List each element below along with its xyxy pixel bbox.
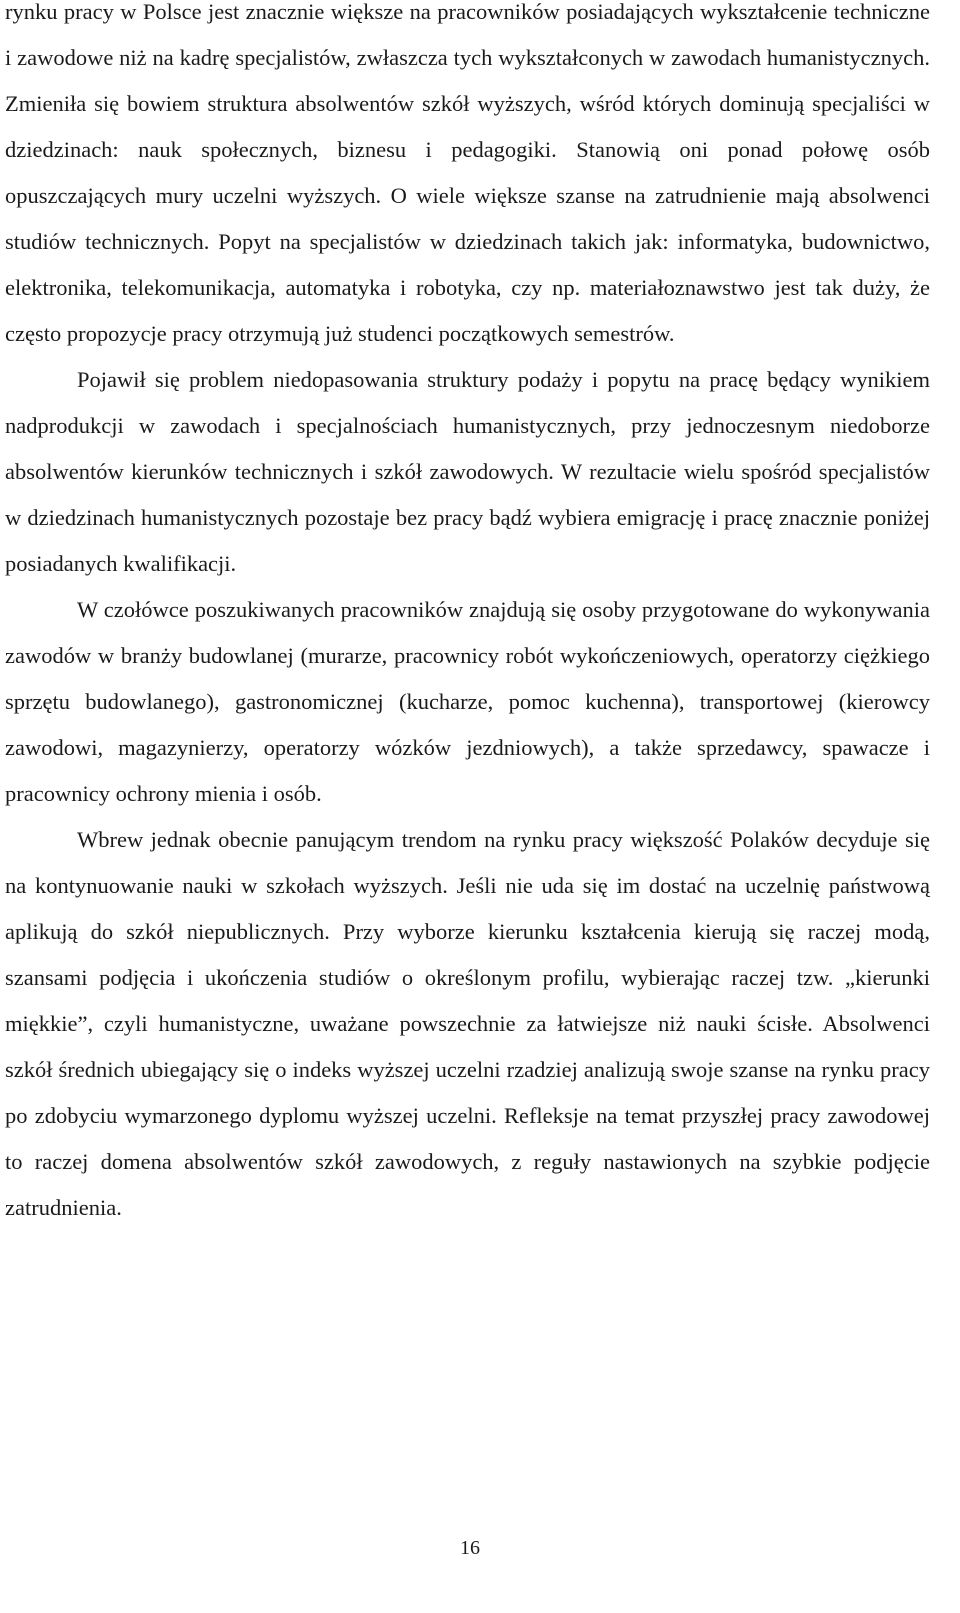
paragraph-wanted-workers: W czołówce poszukiwanych pracowników znajdują się osoby przygotowane do wykonywania zawodów w branży budowlanej (murarze, pracownicy robót wykończeniowych, operatorzy ciężkiego sprzętu budowlanego), gastronomicznej (kucharze, pomoc kuchenna), transportowej (kierowcy zawodowi, magazynierzy, operatorzy wózków jezdniowych), a także sprzedawcy, spawacze i pracownicy ochrony mienia i osób. [5, 597, 930, 806]
document-page [5, 0, 930, 1231]
paragraph-continued: rynku pracy w Polsce jest znacznie większe na pracowników posiadających wykształcenie techniczne i zawodowe niż na kadrę specjalistów, zwłaszcza tych wykształconych w zawodach humanistycznych. Zmieniła się bowiem struktura absolwentów szkół wyższych, wśród których dominują specjaliści w dziedzinach: nauk społecznych, biznesu i pedagogiki. Stanowią oni ponad połowę osób opuszczających mury uczelni wyższych. O wiele większe szanse na zatrudnienie mają absolwenci studiów technicznych. Popyt na specjalistów w dziedzinach takich jak: informatyka, budownictwo, elektronika, telekomunikacja, automatyka i robotyka, czy np. materiałoznawstwo jest tak duży, że często propozycje pracy otrzymują już studenci początkowych semestrów. [5, 0, 930, 346]
paragraph-higher-education-trend: Wbrew jednak obecnie panującym trendom na rynku pracy większość Polaków decyduje się na kontynuowanie nauki w szkołach wyższych. Jeśli nie uda się im dostać na uczelnię państwową aplikują do szkół niepublicznych. Przy wyborze kierunku kształcenia kierują się raczej modą, szansami podjęcia i ukończenia studiów o określonym profilu, wybierając raczej tzw. „kierunki miękkie”, czyli humanistyczne, uważane powszechnie za łatwiejsze niż nauki ścisłe. Absolwenci szkół średnich ubiegający się o indeks wyższej uczelni rzadziej analizują swoje szanse na rynku pracy po zdobyciu wymarzonego dyplomu wyższej uczelni. Refleksje na temat przyszłej pracy zawodowej to raczej domena absolwentów szkół zawodowych, z reguły nastawionych na szybkie podjęcie zatrudnienia. [5, 827, 930, 1220]
paragraph-mismatch: Pojawił się problem niedopasowania struktury podaży i popytu na pracę będący wynikiem nadprodukcji w zawodach i specjalnościach humanistycznych, przy jednoczesnym niedoborze absolwentów kierunków technicznych i szkół zawodowych. W rezultacie wielu spośród specjalistów w dziedzinach humanistycznych pozostaje bez pracy bądź wybiera emigrację i pracę znacznie poniżej posiadanych kwalifikacji. [5, 367, 930, 576]
page-number: 16 [460, 1537, 480, 1559]
